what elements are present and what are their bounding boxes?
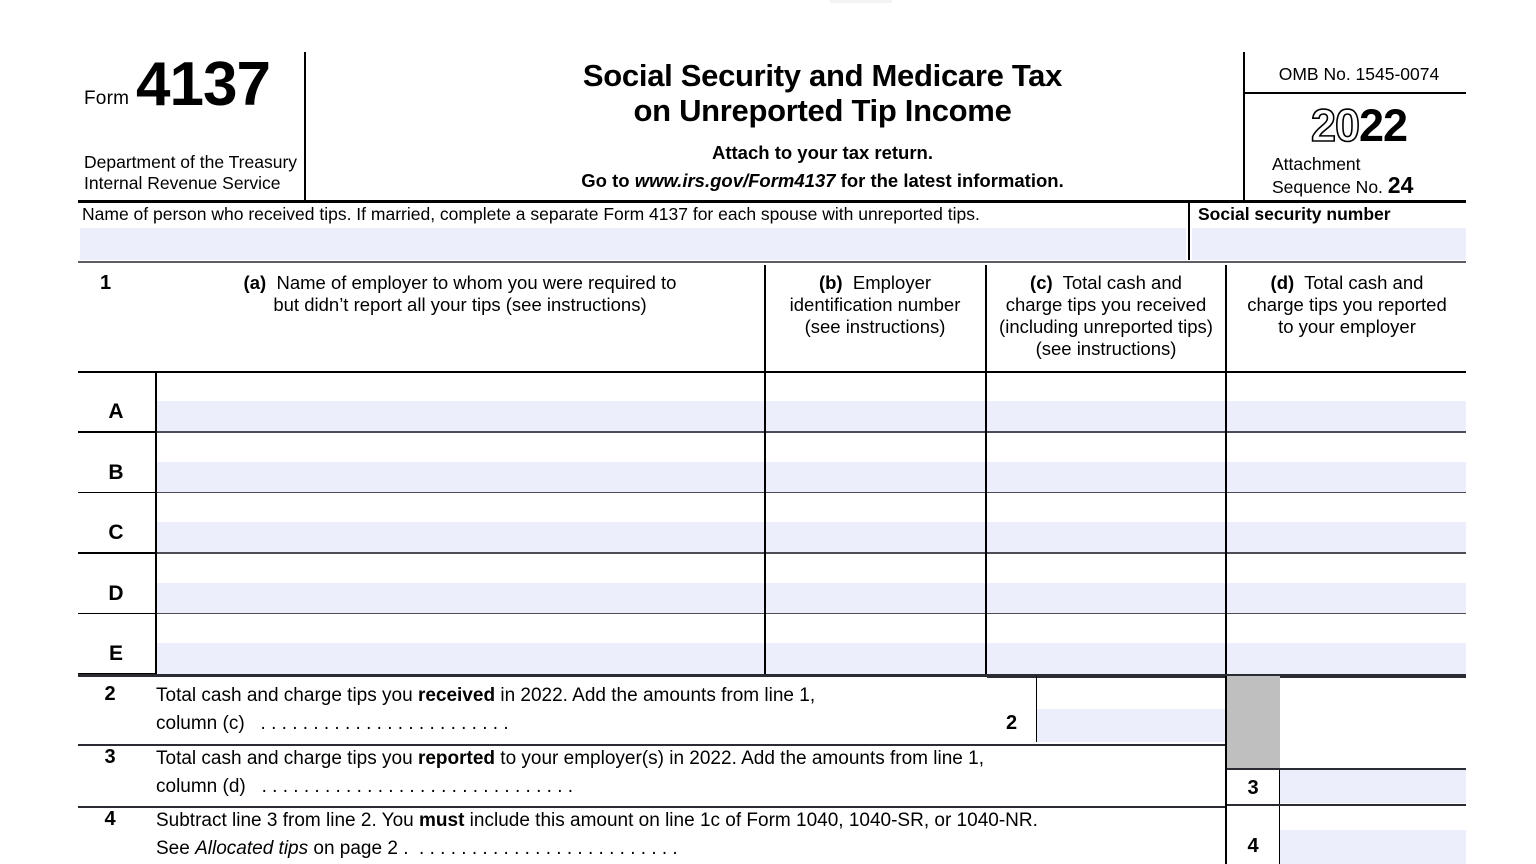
form-word-label: Form [84,88,130,109]
line-2-text-c: column (c) [156,713,245,734]
column-b-marker: (b) [818,272,843,293]
top-edge-artifact [830,0,892,3]
employer-row-letter: A [108,400,124,423]
line-3-text [156,745,1226,801]
title-line-2: on Unreported Tip Income [633,93,1012,128]
line-4-text-c: See [156,838,196,859]
identity-band-top-rule [78,200,1466,203]
employer-row-rule [78,431,1466,432]
line-2-text-row-1 [156,682,986,710]
employer-row-input-ein[interactable] [766,462,985,493]
employer-row-input-reported[interactable] [1227,522,1466,553]
masthead-divider-left [304,52,306,200]
line-4-dot-leader: . . . . . . . . . . . . . . . . . . . . . . . . . [419,838,678,859]
line-2-blocked-cell [1227,676,1280,768]
line-2-value-cell [1037,676,1225,742]
column-a-text-1: Name of employer to whom you were required to [276,272,677,293]
header-divider-c [985,265,987,372]
column-a-line-2: but didn’t report all your tips (see instructions) [273,294,647,315]
tax-year [1252,100,1466,152]
goto-note [420,170,1225,192]
employer-row-input-ein[interactable] [766,522,985,553]
column-a-marker: (a) [243,272,267,293]
line-3-top-rule [1227,768,1466,770]
line-3-box-label: 3 [1227,768,1280,804]
column-d-text-1: Total cash and [1304,272,1424,293]
line-3-text-a: Total cash and charge tips you [156,748,418,769]
column-a-line-1 [160,272,760,294]
line-3-dot-leader: . . . . . . . . . . . . . . . . . . . . . . . . . . . . . . [261,776,574,797]
employer-row-input-received[interactable] [987,643,1225,674]
column-header-c [988,272,1224,360]
line-4-text-row-2 [156,835,1226,863]
line-2-text-a: Total cash and charge tips you [156,685,418,706]
line-4-box-label: 4 [1227,806,1280,864]
employer-row-input-reported[interactable] [1227,401,1466,432]
employer-row-input-reported[interactable] [1227,583,1466,614]
line-3-value-input[interactable] [1280,770,1466,803]
employer-row-input-employer[interactable] [156,643,764,674]
employer-table-divider-0 [155,372,157,675]
employer-row-input-reported[interactable] [1227,643,1466,674]
attachment-label-2 [1272,172,1466,198]
employer-table-divider-1 [764,372,766,675]
column-b-line-2: identification number [789,294,961,315]
column-header-b [767,272,983,338]
name-field-label: Name of person who received tips. If married, complete a separate Form 4137 for each spouse with unreported tips. [82,204,980,224]
employer-row-input-received[interactable] [987,401,1225,432]
name-input[interactable] [80,228,1186,260]
employer-row-input-ein[interactable] [766,583,985,614]
employer-table-divider-2 [985,372,987,675]
irs-url-link[interactable]: www.irs.gov/Form4137 [634,170,836,191]
employer-row-input-employer[interactable] [156,401,764,432]
ssn-input[interactable] [1192,228,1466,260]
line-3-text-row-2 [156,773,1226,801]
employer-row-input-received[interactable] [987,522,1225,553]
line-4-text-a: Subtract line 3 from line 2. You [156,810,419,831]
header-divider-b [764,265,766,372]
header-divider-d [1225,265,1227,372]
line-2-emphasis: received [417,685,496,706]
attachment-sequence [1272,154,1466,198]
employer-row-rule-letter [78,492,155,494]
employer-row-letter: D [108,581,124,605]
employer-row-rule-letter [78,431,155,433]
page-title [420,58,1225,128]
line-3-text-b: to your employer(s) in 2022. Add the amounts from line 1, [495,748,984,769]
column-d-marker: (d) [1270,272,1295,293]
line-4-value-input[interactable] [1280,830,1466,864]
ssn-field-label: Social security number [1198,204,1391,224]
column-c-line-2: charge tips you received [1005,294,1207,315]
column-c-line-3: (including unreported tips) [999,316,1213,337]
tax-year-century: 20 [1310,100,1359,151]
agency-block [84,152,304,194]
column-b-text-1: Employer [852,272,932,293]
goto-suffix: for the latest information. [835,170,1064,191]
line-2-text-row-2 [156,710,986,738]
header-bottom-rule [78,371,1466,373]
employer-row-input-ein[interactable] [766,401,985,432]
agency-line-treasury: Department of the Treasury [84,152,298,172]
title-line-1: Social Security and Medicare Tax [582,58,1063,93]
employer-row-input-received[interactable] [987,462,1225,493]
masthead-divider-right [1243,52,1245,200]
line-4-text [156,807,1226,863]
line-4-emphasis: must [419,810,465,831]
employer-row-rule-letter [78,613,155,615]
employer-row-input-received[interactable] [987,583,1225,614]
goto-prefix: Go to [581,170,635,191]
employer-row-rule [78,552,1466,553]
employer-row-input-employer[interactable] [156,462,764,493]
employer-row-letter: C [108,521,124,545]
column-d-line-1 [1228,272,1466,294]
omb-number: OMB No. 1545-0074 [1278,64,1440,84]
line-3-emphasis: reported [417,748,496,769]
line-2-text-b: in 2022. Add the amounts from line 1, [495,685,816,706]
identity-band-divider [1188,203,1190,260]
column-c-marker: (c) [1030,272,1053,293]
employer-row-input-employer[interactable] [156,522,764,553]
line-4-text-row-1 [156,807,1226,835]
employer-row-input-reported[interactable] [1227,462,1466,493]
line-1-number: 1 [100,272,112,294]
column-d-line-3: to your employer [1278,316,1416,337]
column-header-a [160,272,760,316]
line-3-text-row-1 [156,745,1226,773]
line-4-number: 4 [104,808,116,830]
attachment-label-2-text: Sequence No. [1272,177,1383,197]
form-number: 4137 [136,50,270,119]
column-d-line-2: charge tips you reported [1247,294,1447,315]
column-b-line-3: (see instructions) [804,316,946,337]
column-header-d [1228,272,1466,338]
omb-rule [1245,92,1466,94]
column-c-text-1: Total cash and [1062,272,1182,293]
column-c-line-4: (see instructions) [1035,338,1177,359]
attach-note: Attach to your tax return. [712,142,933,163]
employer-row-letter: E [108,642,123,666]
tax-year-short: 22 [1359,100,1408,151]
employer-row-input-employer[interactable] [156,583,764,614]
employer-row-rule [78,492,1466,493]
lines-block-divider [1225,676,1227,864]
attachment-label-1: Attachment [1272,154,1361,174]
employer-row-input-ein[interactable] [766,643,985,674]
column-b-line-1 [767,272,983,294]
line-2-box-label: 2 [987,676,1037,742]
line-3-number: 3 [104,746,116,768]
line-3-text-c: column (d) [156,776,246,797]
line-4-text-d: on page 2 . [308,838,409,859]
employer-row-letter: B [108,460,124,484]
identity-band-bottom-rule [78,261,1466,263]
employer-table-divider-3 [1225,372,1227,675]
line-2-text [156,682,986,738]
line-2-value-input[interactable] [1037,709,1225,742]
column-c-line-1 [988,272,1224,294]
attachment-sequence-number: 24 [1387,172,1414,198]
line-4-allocated-tips-ref: Allocated tips [195,838,309,859]
line-2-number: 2 [104,683,116,705]
line-4-text-b: include this amount on line 1c of Form 1040, 1040-SR, or 1040-NR. [464,810,1038,831]
employer-row-rule-letter [78,552,155,554]
agency-line-irs: Internal Revenue Service [84,173,281,193]
employer-row-rule [78,613,1466,614]
line-2-dot-leader: . . . . . . . . . . . . . . . . . . . . . . . . [260,713,509,734]
